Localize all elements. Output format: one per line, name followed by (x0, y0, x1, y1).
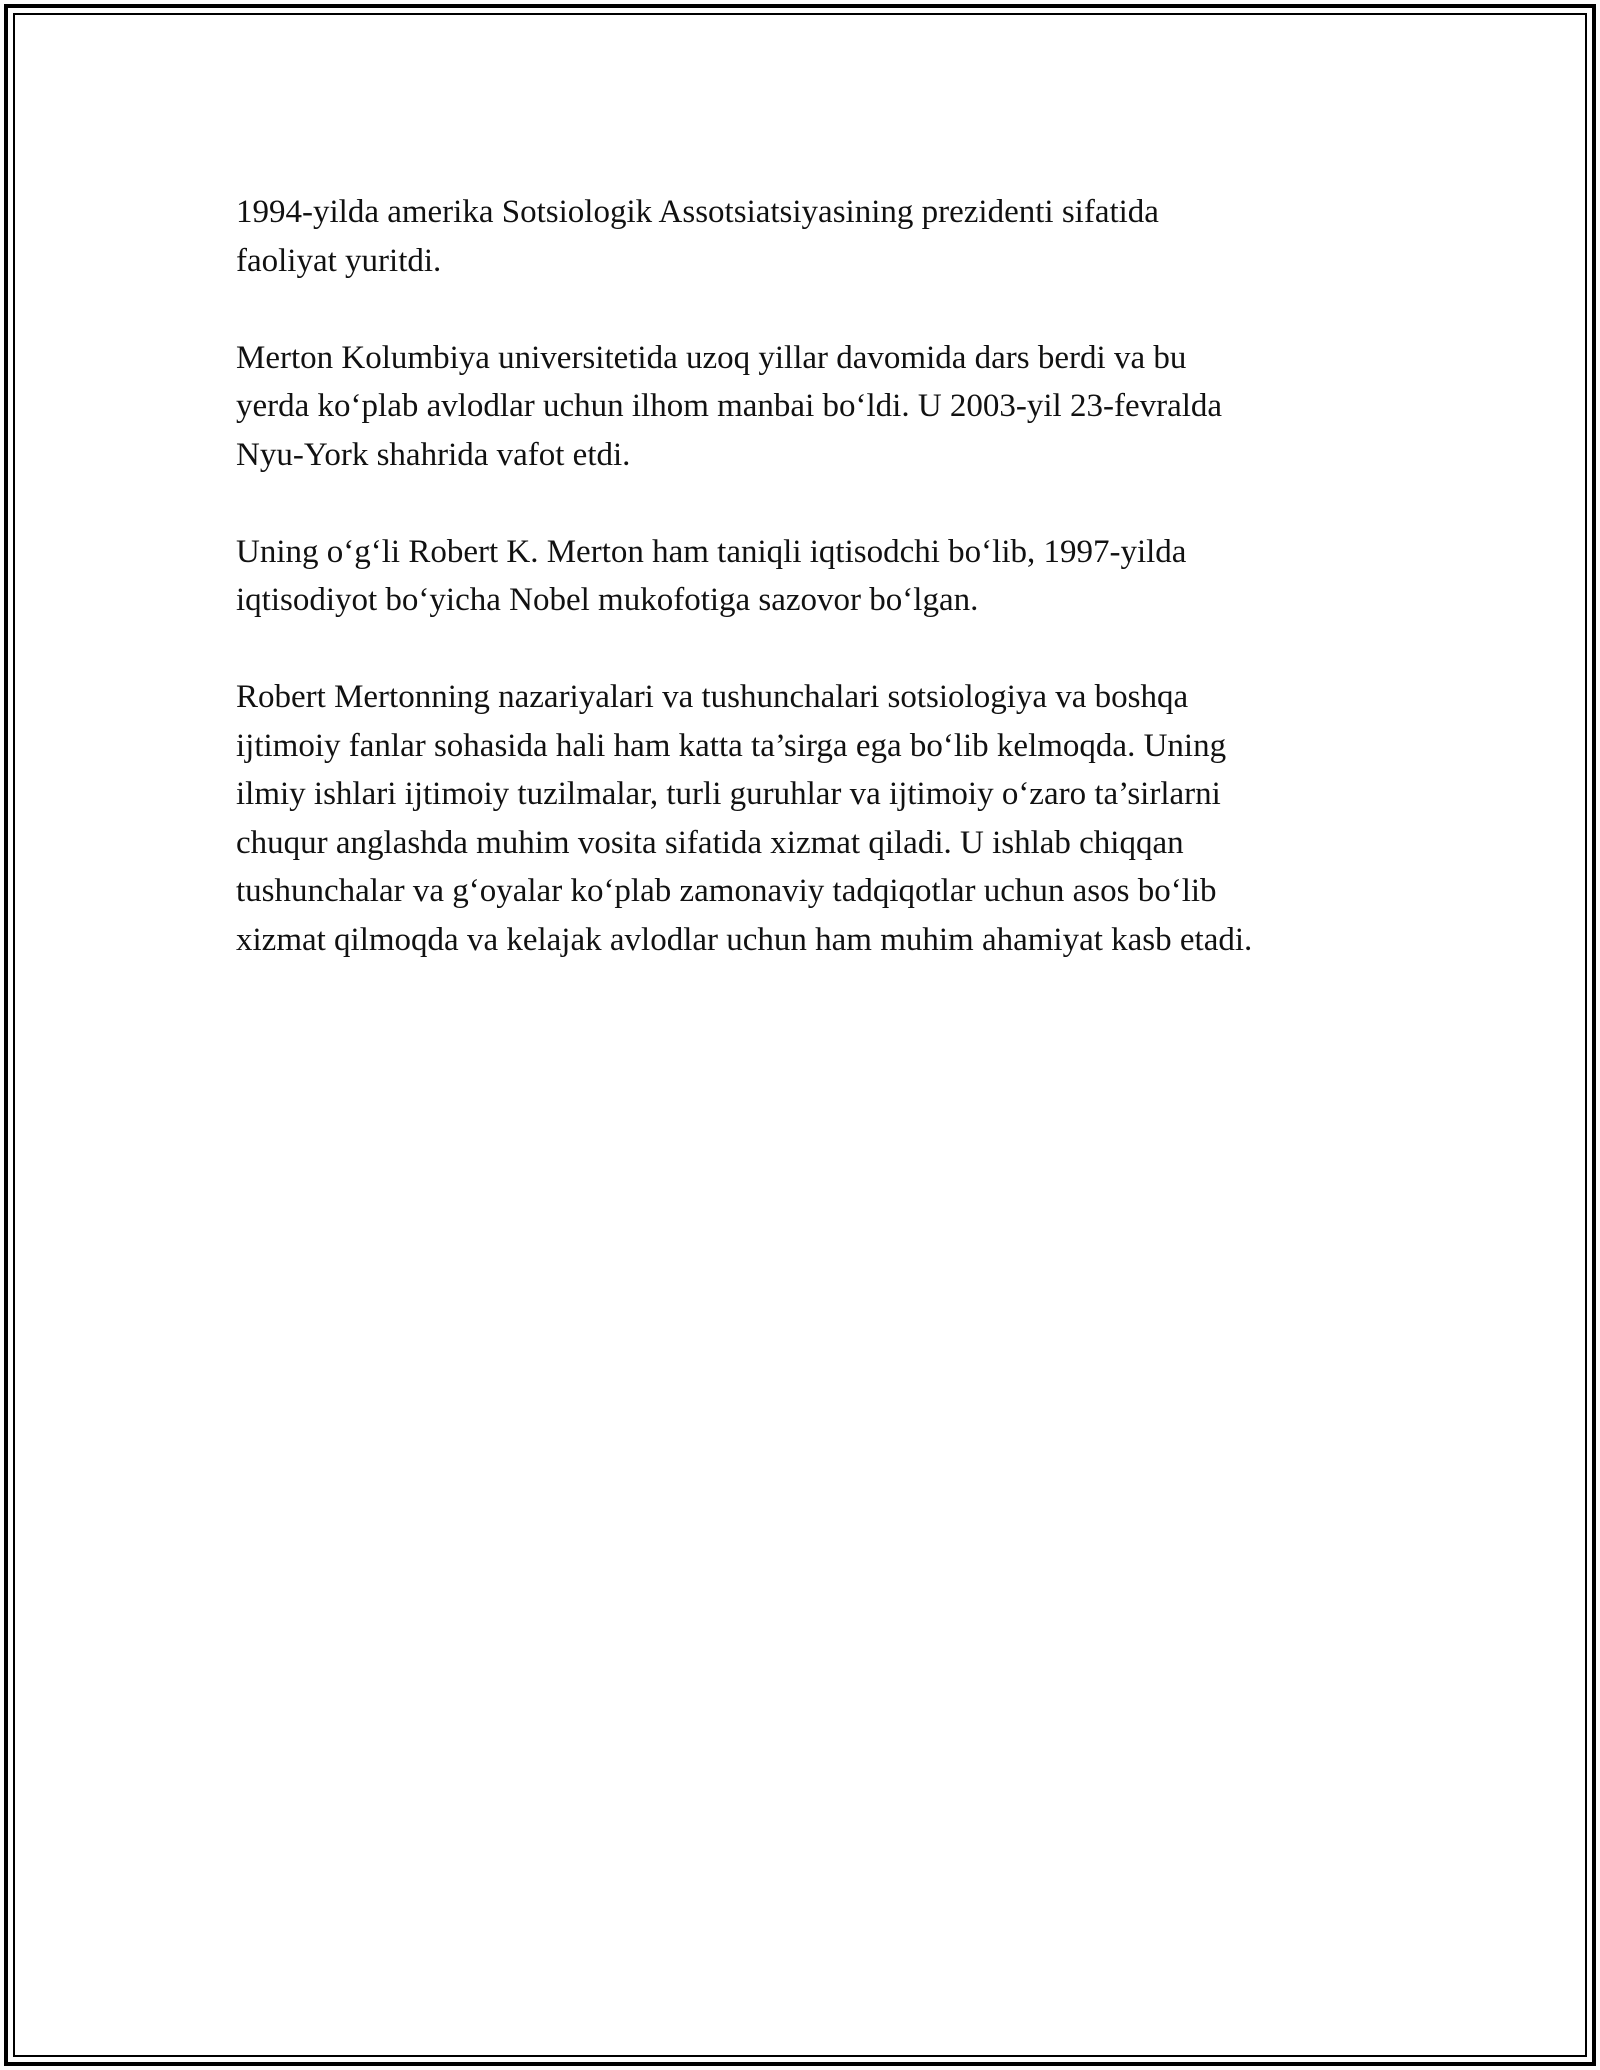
paragraph-1: 1994-yilda amerika Sotsiologik Assotsiatsiyasining prezidenti sifatida faoliyat yuritdi. (236, 194, 1159, 279)
paragraph-3: Uning o‘g‘li Robert K. Merton ham taniqli iqtisodchi bo‘lib, 1997-yilda iqtisodiyot bo‘yicha Nobel mukofotiga sazovor bo‘lgan. (236, 533, 1187, 618)
paragraph-4: Robert Mertonning nazariyalari va tushunchalari sotsiologiya va boshqa ijtimoiy fanlar sohasida hali ham katta ta’sirga ega bo‘lib kelmoqda. Uning ilmiy ishlari ijtimoiy tuzilmalar, turli guruhlar va ijtimoiy o‘zaro ta’sirlarni chuqur anglashda muhim vosita sifatida xizmat qiladi. U ishlab chiqqan tushunchalar va g‘oyalar ko‘plab zamonaviy tadqiqotlar uchun asos bo‘lib xizmat qilmoqda va kelajak avlodlar uchun ham muhim ahamiyat kasb etadi. (236, 679, 1253, 958)
paragraph-2: Merton Kolumbiya universitetida uzoq yillar davomida dars berdi va bu yerda ko‘plab avlodlar uchun ilhom manbai bo‘ldi. U 2003-yil 23-fevralda Nyu-York shahrida vafot etdi. (236, 339, 1223, 473)
document-body (236, 188, 1386, 1013)
